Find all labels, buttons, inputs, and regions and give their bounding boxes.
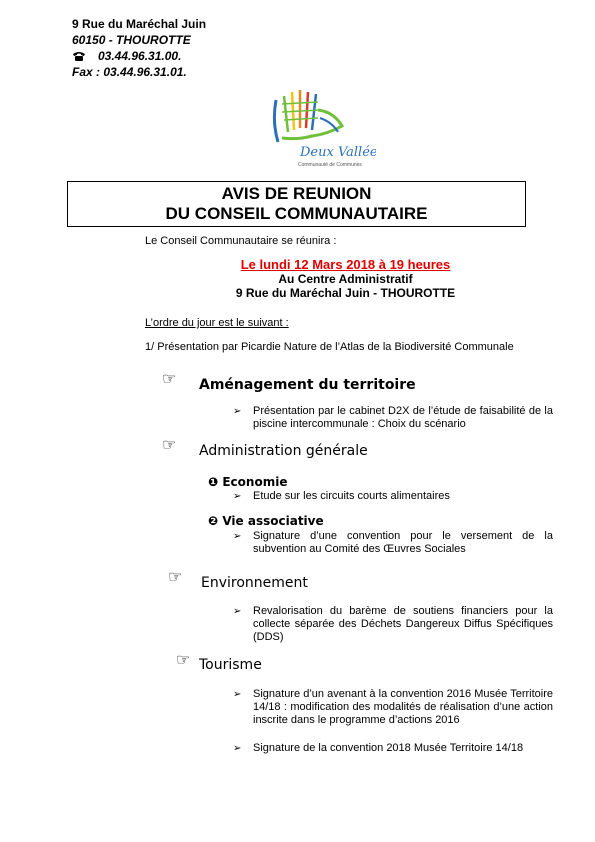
subsection-vie-associative (208, 514, 324, 528)
list-item (233, 742, 553, 755)
meeting-info (145, 257, 546, 300)
address-block (72, 16, 206, 80)
logo-graphic-icon (268, 82, 376, 174)
address-street: 9 Rue du Maréchal Juin (72, 17, 207, 31)
title-line-2: DU CONSEIL COMMUNAUTAIRE (165, 204, 428, 223)
number-one-icon: ❶ (208, 475, 219, 489)
number-two-icon: ❷ (208, 514, 219, 528)
arrow-bullet-icon: ➢ (233, 491, 242, 502)
arrow-bullet-icon: ➢ (233, 743, 242, 754)
pointing-hand-icon: ☞ (162, 437, 177, 454)
pointing-hand-icon: ☞ (168, 569, 183, 586)
deux-vallees-logo (268, 82, 376, 174)
telephone-icon (72, 51, 86, 61)
phone-number: 03.44.96.31.00. (98, 49, 182, 63)
list-item (233, 405, 553, 431)
section-environnement-title: Environnement (201, 575, 308, 591)
arrow-bullet-icon: ➢ (233, 606, 242, 617)
bullet-text: Etude sur les circuits courts alimentaires (253, 490, 450, 502)
address-city: 60150 - THOUROTTE (72, 33, 191, 47)
bullet-text: Revalorisation du barème de soutiens financiers pour la collecte séparée des Déchets Dangereux Diffus Spécifiques (DDS) (253, 605, 553, 643)
arrow-bullet-icon: ➢ (233, 531, 242, 542)
logo-subtext: Communauté de Communes (298, 162, 362, 168)
agenda-item-1: 1/ Présentation par Picardie Nature de l’Atlas de la Biodiversité Communale (145, 341, 514, 353)
list-item (233, 605, 553, 644)
bullet-text: Signature de la convention 2018 Musée Territoire 14/18 (253, 742, 524, 754)
section-administration-title: Administration générale (199, 443, 368, 459)
meeting-date: Le lundi 12 Mars 2018 à 19 heures (240, 257, 451, 272)
arrow-bullet-icon: ➢ (233, 406, 242, 417)
subsection-label: Vie associative (222, 514, 324, 528)
arrow-bullet-icon: ➢ (233, 689, 242, 700)
title-line-1: AVIS DE REUNION (221, 184, 372, 203)
section-amenagement-title: Aménagement du territoire (199, 377, 416, 393)
notice-title-box (67, 181, 526, 227)
list-item (233, 688, 553, 727)
pointing-hand-icon: ☞ (162, 371, 177, 388)
bullet-text: Signature d’une convention pour le versement de la subvention au Comité des Œuvres Sociales (253, 530, 553, 555)
list-item (233, 530, 553, 556)
list-item (233, 490, 553, 503)
meeting-place: Au Centre Administratif (278, 272, 413, 286)
phone-line (72, 48, 206, 64)
bullet-text: Présentation par le cabinet D2X de l’étude de faisabilité de la piscine intercommunale : Choix du scénario (253, 405, 553, 430)
agenda-intro: L’ordre du jour est le suivant : (145, 317, 289, 329)
fax-line: Fax : 03.44.96.31.01. (72, 65, 187, 79)
section-tourisme-title: Tourisme (199, 657, 262, 673)
meeting-address: 9 Rue du Maréchal Juin - THOUROTTE (235, 286, 456, 300)
subsection-economie (208, 475, 287, 489)
intro-text: Le Conseil Communautaire se réunira : (145, 235, 337, 247)
pointing-hand-icon: ☞ (176, 652, 191, 669)
logo-text: Deux Vallées (300, 145, 376, 160)
subsection-label: Economie (222, 475, 288, 489)
bullet-text: Signature d’un avenant à la convention 2016 Musée Territoire 14/18 : modification des modalités de réalisation d’une action inscrite dans le programme d’actions 2016 (253, 688, 553, 726)
